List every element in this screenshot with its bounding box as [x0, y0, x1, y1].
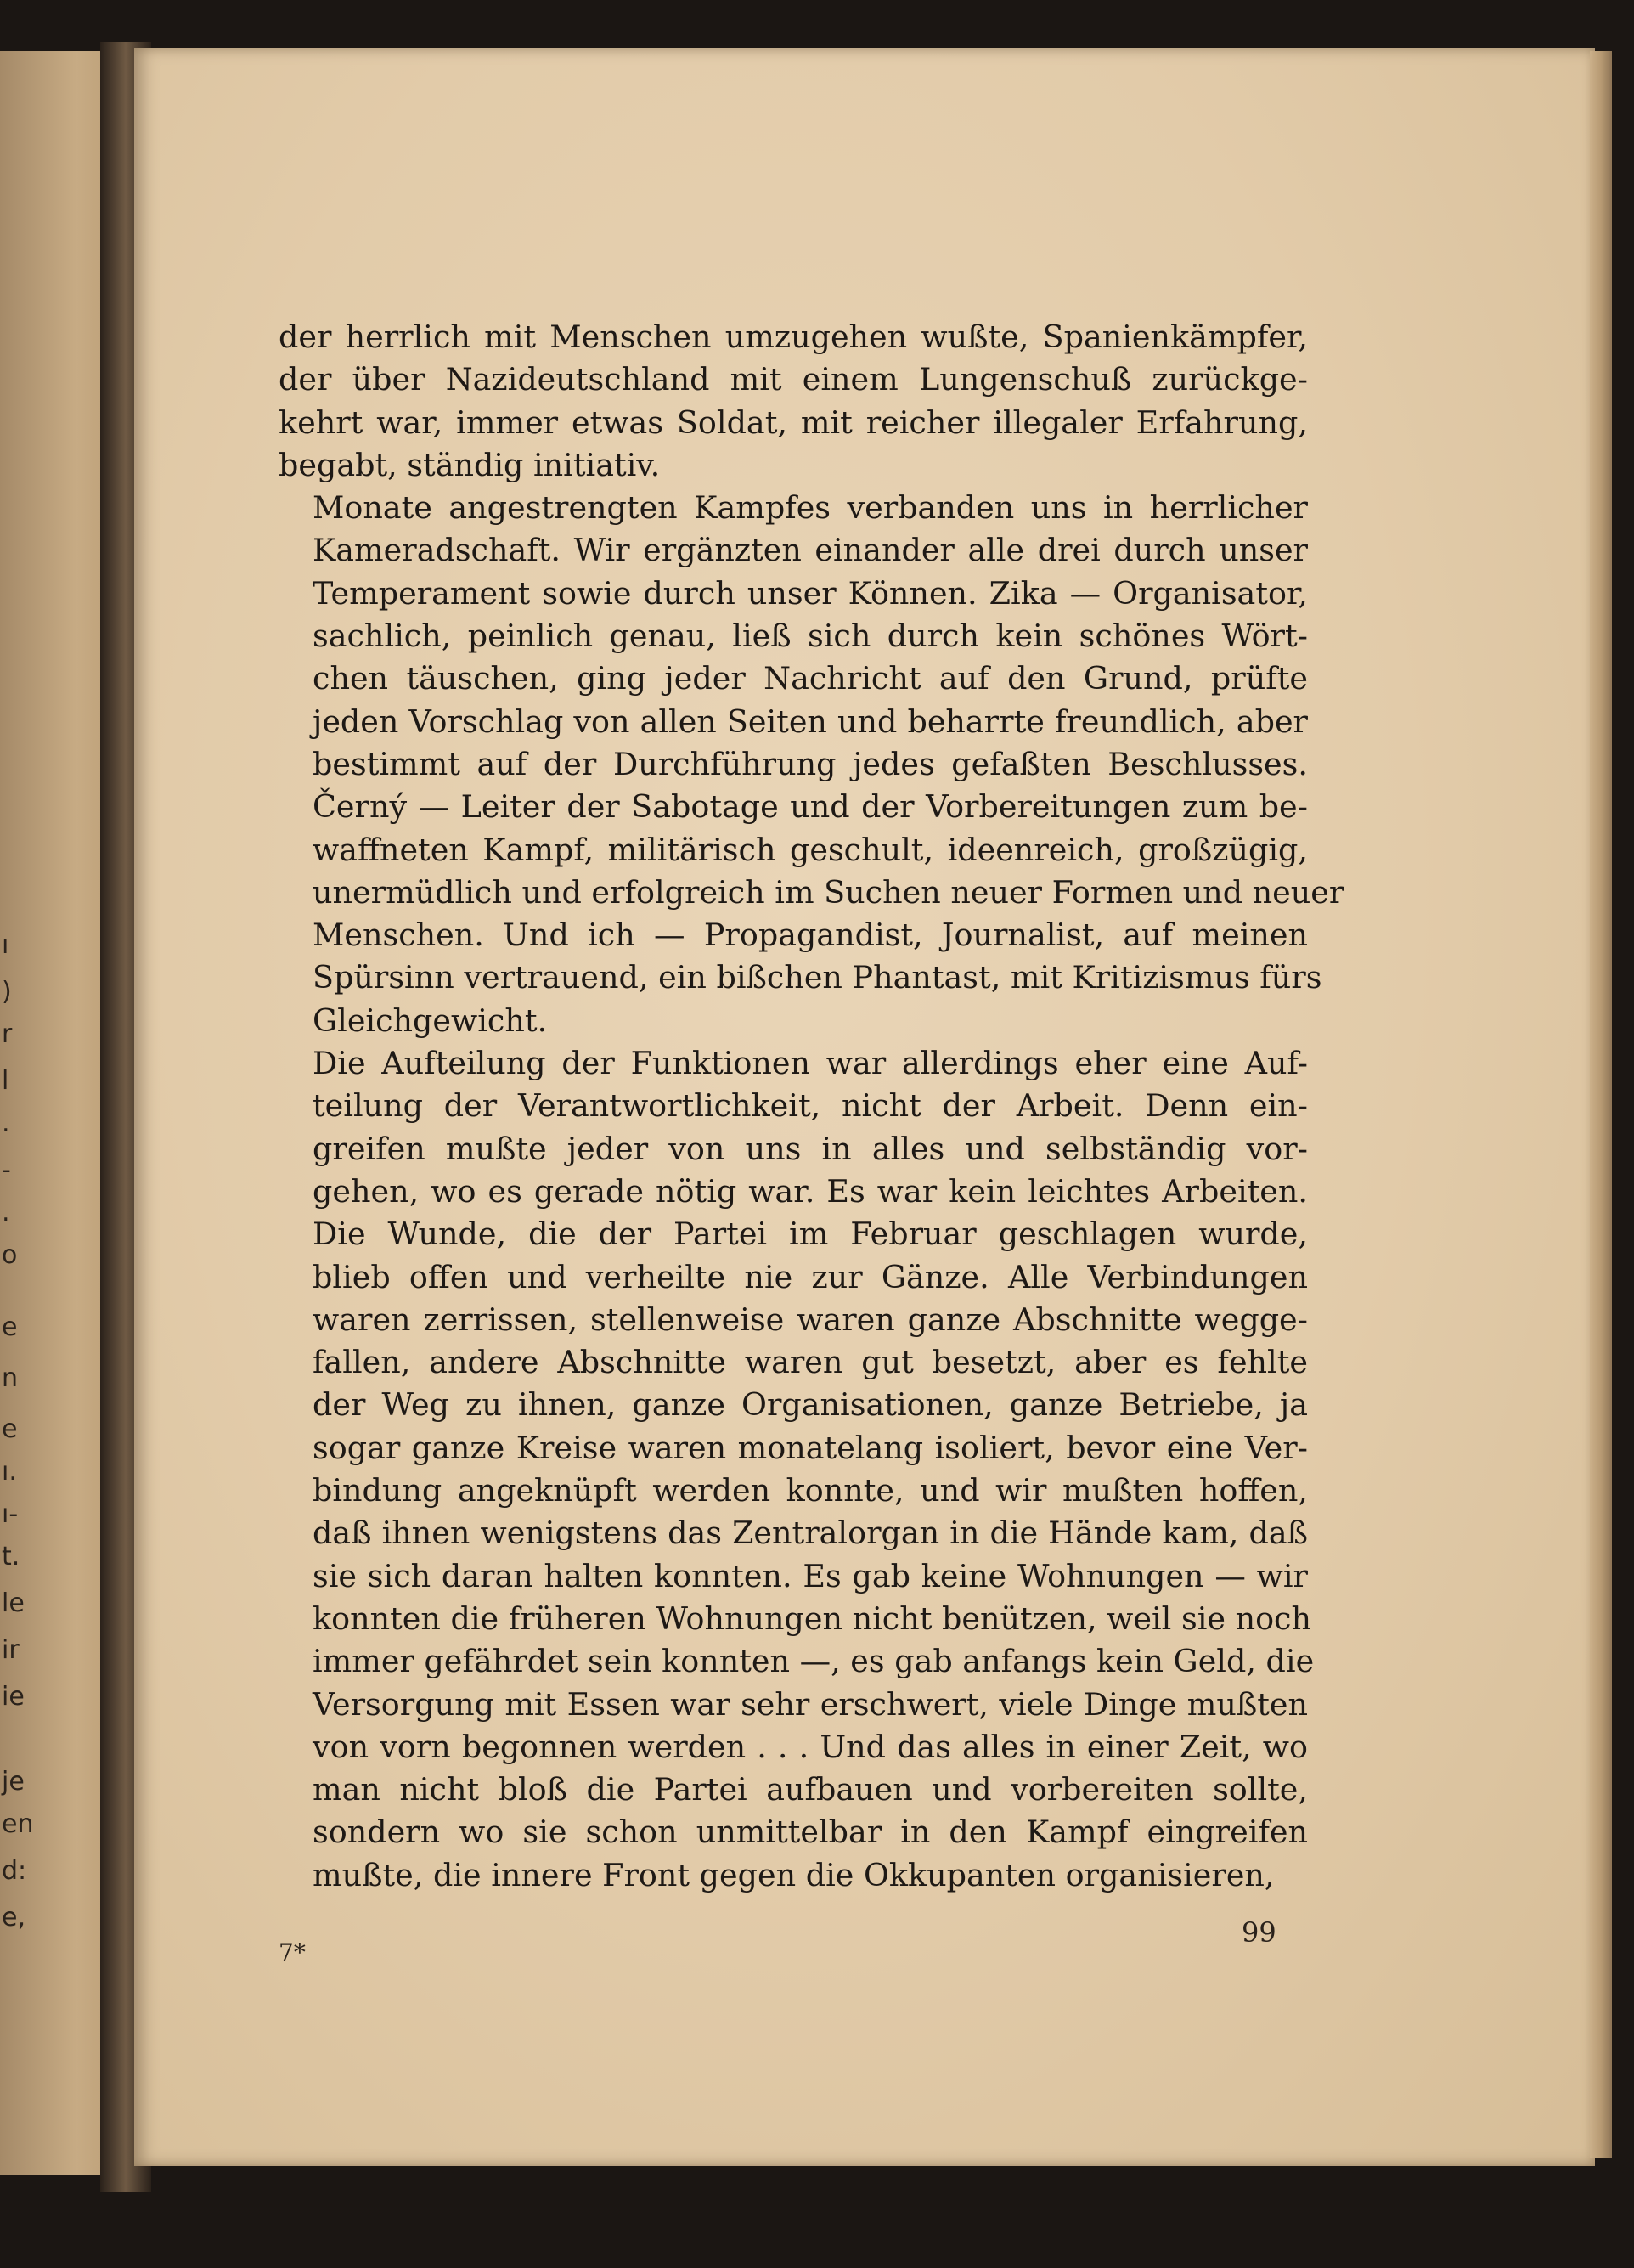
left-page-fragment: t.: [2, 1542, 20, 1571]
text-line: Spürsinn vertrauend, ein bißchen Phantast, mit Kritizismus fürs: [313, 959, 1322, 996]
paragraph: [279, 487, 1344, 1042]
text-line: sie sich daran halten konnten. Es gab keine Wohnungen — wir: [313, 1557, 1308, 1594]
left-page-fragment: n: [2, 1363, 19, 1393]
text-line: fallen, andere Abschnitte waren gut besetzt, aber es fehlte: [313, 1344, 1308, 1381]
left-page-fragment: -: [2, 1155, 11, 1185]
text-line: kehrt war, immer etwas Soldat, mit reicher illegaler Erfahrung,: [279, 403, 1308, 441]
text-line: begabt, ständig initiativ.: [279, 446, 661, 483]
page-number: 99: [1242, 1916, 1276, 1949]
text-line: Monate angestrengten Kampfes verbanden uns in herrlicher: [313, 489, 1308, 527]
text-line: Die Wunde, die der Partei im Februar geschlagen wurde,: [313, 1216, 1308, 1253]
left-page-fragment: e,: [2, 1903, 25, 1932]
text-line: waren zerrissen, stellenweise waren ganze Abschnitte wegge-: [313, 1300, 1308, 1338]
left-page-fragment: ir: [2, 1635, 20, 1665]
text-line: blieb offen und verheilte nie zur Gänze. Alle Verbindungen: [313, 1258, 1308, 1295]
text-line: Černý — Leiter der Sabotage und der Vorbereitungen zum be-: [313, 788, 1308, 826]
text-line: der herrlich mit Menschen umzugehen wußte, Spanienkämpfer,: [279, 319, 1308, 355]
text-line: sogar ganze Kreise waren monatelang isoliert, bevor eine Ver-: [313, 1429, 1308, 1466]
left-page-fragment: .: [2, 1109, 10, 1138]
paragraph: [279, 1042, 1315, 1897]
left-page-fragment: je: [2, 1767, 25, 1797]
text-line: greifen mußte jeder von uns in alles und selbständig vor-: [313, 1130, 1308, 1167]
body-text: [279, 316, 1344, 1897]
text-line: Die Aufteilung der Funktionen war allerdings eher eine Auf-: [313, 1045, 1308, 1082]
left-page-fragment: ı.: [2, 1457, 17, 1487]
text-line: teilung der Verantwortlichkeit, nicht der Arbeit. Denn ein-: [313, 1087, 1308, 1125]
text-line: immer gefährdet sein konnten —, es gab anfangs kein Geld, die: [313, 1643, 1315, 1680]
paragraph: [279, 316, 1308, 487]
text-line: chen täuschen, ging jeder Nachricht auf den Grund, prüfte: [313, 660, 1308, 697]
text-line: gehen, wo es gerade nötig war. Es war kein leichtes Arbeiten.: [313, 1172, 1308, 1210]
signature-mark: 7*: [279, 1938, 306, 1966]
text-line: Versorgung mit Essen war sehr erschwert, viele Dinge mußten: [313, 1685, 1308, 1723]
left-page-fragment: l: [2, 1066, 9, 1096]
text-line: der Weg zu ihnen, ganze Organisationen, ganze Betriebe, ja: [313, 1386, 1308, 1424]
left-page-fragment: e: [2, 1312, 18, 1342]
left-page-fragment: d:: [2, 1856, 27, 1886]
text-line: mußte, die innere Front gegen die Okkupanten organisieren,: [313, 1856, 1275, 1893]
text-line: sachlich, peinlich genau, ließ sich durch kein schönes Wört-: [313, 618, 1308, 655]
left-page-text-fragments: [0, 51, 34, 2175]
left-page-fragment: le: [2, 1588, 25, 1618]
left-page-fragment: en: [2, 1809, 34, 1839]
text-line: waffneten Kampf, militärisch geschult, ideenreich, großzügig,: [313, 831, 1308, 868]
text-line: unermüdlich und erfolgreich im Suchen neuer Formen und neuer: [313, 873, 1344, 911]
text-line: bindung angeknüpft werden konnte, und wir mußten hoffen,: [313, 1472, 1308, 1509]
text-line: man nicht bloß die Partei aufbauen und vorbereiten sollte,: [313, 1771, 1308, 1808]
text-line: Gleichgewicht.: [313, 1001, 548, 1039]
page-edge: [1590, 51, 1612, 2158]
text-line: daß ihnen wenigstens das Zentralorgan in die Hände kam, daß: [313, 1515, 1308, 1552]
text-line: von vorn begonnen werden . . . Und das alles in einer Zeit, wo: [313, 1728, 1308, 1765]
text-line: Temperament sowie durch unser Können. Zika — Organisator,: [313, 574, 1308, 612]
left-page-fragment: .: [2, 1198, 10, 1227]
text-line: jeden Vorschlag von allen Seiten und beharrte freundlich, aber: [313, 702, 1308, 740]
left-page-fragment: r: [2, 1019, 13, 1049]
left-page-fragment: ı: [2, 930, 9, 960]
left-page-fragment: e: [2, 1414, 18, 1444]
left-page-fragment: ie: [2, 1682, 25, 1712]
text-line: Menschen. Und ich — Propagandist, Journalist, auf meinen: [313, 917, 1308, 954]
text-line: konnten die früheren Wohnungen nicht benützen, weil sie noch: [313, 1599, 1312, 1637]
text-line: der über Nazideutschland mit einem Lungenschuß zurückge-: [279, 361, 1308, 398]
text-line: sondern wo sie schon unmittelbar in den Kampf eingreifen: [313, 1814, 1308, 1851]
text-line: bestimmt auf der Durchführung jedes gefaßten Beschlusses.: [313, 745, 1308, 782]
left-page-fragment: o: [2, 1240, 18, 1270]
text-line: Kameradschaft. Wir ergänzten einander alle drei durch unser: [313, 532, 1308, 569]
left-page-fragment: ı-: [2, 1499, 19, 1529]
left-page-fragment: ): [2, 977, 12, 1007]
